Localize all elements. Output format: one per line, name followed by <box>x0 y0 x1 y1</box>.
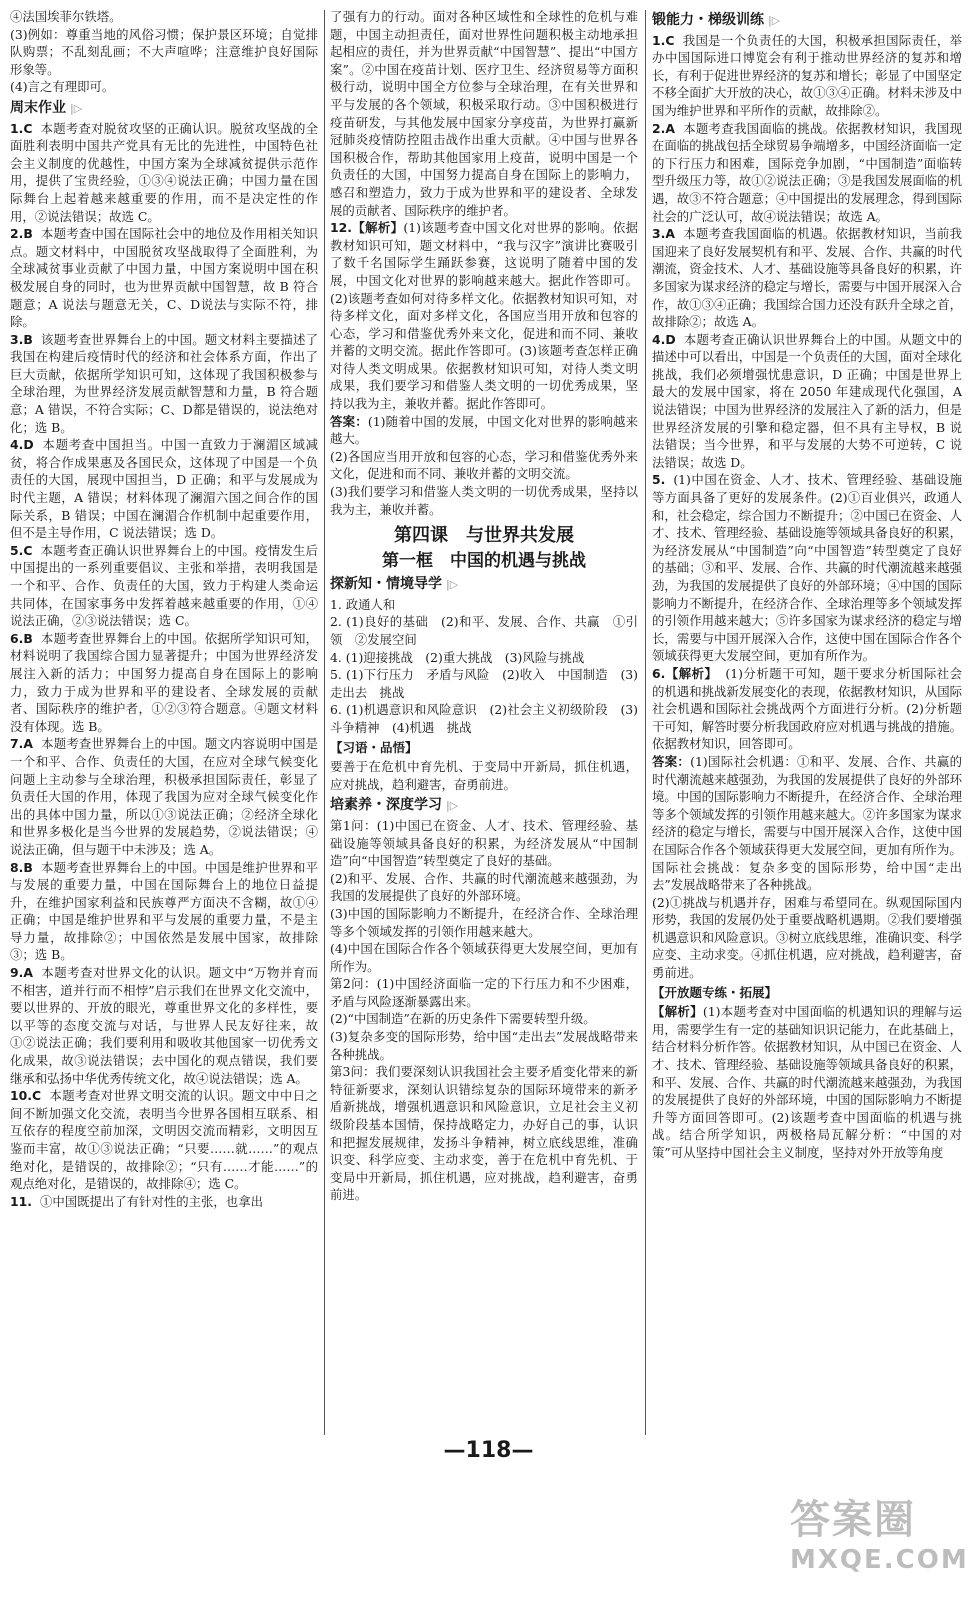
question-item <box>652 331 962 472</box>
explanation-text: 本题考查中国在国际社会中的地位及作用相关知识点。题文材料中，中国脱贫攻坚战取得了全面胜利，为全球减贫事业贡献了中国力量，中国方案说明中国在积极发展自身的同时，也为世界贡献中国智慧，故 B 符合题意；A 说法与题意无关，C、D说法与实际不符，排除。 <box>10 226 318 330</box>
watermark-text: 答案圈 <box>790 1497 916 1543</box>
answer-line: 国际社会挑战：复杂多变的国际形势，给中国“走出去”发展战略带来了各种挑战。 <box>652 859 962 893</box>
list-item: 6. (1)机遇意识和风险意识 (2)社会主义初级阶段 (3)斗争精神 (4)机遇 挑战 <box>330 702 638 735</box>
section-arrow-icon: |▷ <box>446 799 459 813</box>
question-number: 11. <box>10 1193 32 1209</box>
explanation-text: 该题考查世界舞台上的中国。题文材料主要描述了我国在构建后疫情时代的经济和社会体系方面，作出了巨大贡献，依据所学知识可知，这体现了我国积极参与全球治理，为世界经济发展贡献智慧和力量，B 符合题意；A 错误，不符合实际；C、D都是错误的，说法绝对化；选 B。 <box>10 331 318 435</box>
answer-letter: A <box>665 120 675 136</box>
answer-letter: D <box>665 331 676 347</box>
answer-line: (2)各国应当用开放和包容的心态，学习和借鉴优秀外来文化，促进和而不同、兼收并蓄的文明交流。 <box>330 448 638 482</box>
lesson-title: 第四课 与世界共发展 <box>394 525 574 547</box>
xiyu-tag: 【习语・品悟】 <box>330 739 418 755</box>
question-number: 3. <box>652 226 666 242</box>
intro-line: (3)例如：尊重当地的风俗习惯；保护景区环境；自觉排队购票；不乱刻乱画；不大声喧哗；注意维护良好国际形象等。 <box>10 26 318 77</box>
question-item <box>652 225 962 331</box>
paragraph: 第3问：我们要深刻认识我国社会主要矛盾变化带来的新特征新要求，深刻认识错综复杂的国际环境带来的新矛盾新挑战，增强机遇意识和风险意识，立足社会主义初级阶段基本国情，保持战略定力，办好自己的事，认识和把握发展规律，发扬斗争精神，树立底线思维，准确识变、科学应变、主动求变，善于在危机中育先机、于变局中开新局，抓住机遇，应对挑战，趋利避害，奋勇前进。 <box>330 1064 638 1203</box>
section-heading-weekend <box>10 100 318 118</box>
answer-letter: C <box>31 1088 42 1104</box>
answer-line: (2)①挑战与机遇并存，困难与希望同在。纵观国际国内形势，我国的发展仍处于重要战略机遇期。②我们要增强机遇意识和风险意识。③树立底线思维，准确识变、科学应变、主动求变。④抓住机遇，应对挑战，趋利避害，奋勇前进。 <box>652 894 962 981</box>
explanation-text: 本题考查世界舞台上的中国。中国是维护世界和平与发展的重要力量，中国在国际舞台上的地位日益提升，在维护国家利益和民族尊严方面决不含糊，故①④正确；中国是维护世界和平与发展的重要力量，不是主导力量，故排除②；中国依然是发展中国家，故排除③；选 B。 <box>10 859 318 963</box>
analysis-tag: 【解析】 <box>351 220 404 236</box>
explanation-text: 本题考查正确认识世界舞台上的中国。疫情发生后中国提出的一系列重要倡议、主张和举措，表明我国是一个和平、合作、负责任的大国，致力于构建人类命运共同体，在国家事务中发挥着越来越重要的作用，①④说法正确，②③说法错误；选 C。 <box>10 542 318 629</box>
intro-line: ④法国埃菲尔铁塔。 <box>10 9 122 24</box>
lesson-subtitle: 第一框 中国的机遇与挑战 <box>382 551 586 572</box>
answer-letter: B <box>23 226 33 242</box>
question-item <box>10 630 318 736</box>
question-list <box>652 32 962 753</box>
xiyu-text: 要善于在危机中育先机、于变局中开新局，抓住机遇，应对挑战，趋利避害，奋勇前进。 <box>330 759 638 792</box>
answer-letter: 【解析】 <box>665 665 718 681</box>
answer-letter: C <box>23 120 33 136</box>
paragraph: (4)中国在国际合作各个领域获得更大发展空间，更加有所作为。 <box>330 941 638 974</box>
question-number: 1. <box>10 120 24 136</box>
analysis-text: (1)本题考查对中国面临的机遇知识的理解与运用，需要学生有一定的基础知识识记能力，在此基础上，结合材料分析作答。依据教材知识，从中国已在资金、人才、技术、管理经验、基础设施等领域具备良好的积累，和平、发展、合作、共赢的时代潮流越来越强劲，为我国的发展提供了良好的外部环境，中国的国际影响力不断提升等方面回答即可。(2)该题考查中国面临的机遇与挑战。结合所学知识，两极格局瓦解分析：“中国的对策”可从坚持中国社会主义制度，坚持对外开放等角度 <box>652 1004 962 1160</box>
explanation-text: 本题考查我国面临的机遇。依据教材知识，当前我国迎来了良好发展契机有和平、发展、合作、共赢的时代潮流，资金技术、人才、基础设施等具备良好的积累，许多国家为谋求经济的稳定与增长，需要与中国开展深入合作，故①③④正确；我国综合国力还没有跃升全球之首，故排除②；故选 A。 <box>652 226 962 330</box>
section-title: 培素养・深度学习 <box>330 797 442 814</box>
question-item <box>652 471 962 665</box>
explanation-text: 本题考查正确认识世界舞台上的中国。从题文中的描述中可以看出，中国是一个负责任的大国，面对全球化挑战，我们必须增强忧患意识，D 正确；中国是世界上最大的发展中国家，将在 2050 年建成现代化强国，A 说法错误；中国为世界经济的发展注入了新的活力，但是世界经济发展的引擎和稳定器，但不具有主导权，B 说法错误；当今世界，和平与发展的大势不可逆转，C 说法错误；故选 D。 <box>652 331 962 470</box>
section-heading-deep <box>330 797 638 815</box>
explanation-text: 本题考查世界舞台上的中国。依据所学知识可知，材料说明了我国综合国力显著提升；中国为世界经济发展注入新的活力；中国努力提高自身在国际上的影响力，致力于成为世界和平的建设者、全球发展的贡献者、国际秩序的维护者，①②③符合题意。④题文材料没有体现。选 B。 <box>10 630 318 734</box>
section-heading-practice <box>652 12 962 30</box>
explanation-text: 本题考查对世界文化的认识。题文中“万物并育而不相害，道并行而不相悖”启示我们在世界文化交流中，要以世界的、开放的眼光，尊重世界文化的多样性，要以平等的态度交流与对话，与世界人民友好往来，故①②说法正确；我们要利用和吸收其他国家一切优秀文化成果，故③说法错误；去中国化的观点错误，我们要继承和弘扬中华优秀传统文化，故④说法错误；选 A。 <box>10 965 318 1086</box>
question-number: 7. <box>10 736 24 752</box>
list-item: 1. 政通人和 <box>330 596 396 612</box>
paragraph: (2)和平、发展、合作、共赢的时代潮流越来越强劲，为我国的发展提供了良好的外部环境。 <box>330 870 638 904</box>
question-number: 4. <box>652 331 666 347</box>
question-number: 4. <box>10 437 24 453</box>
explanation-text: 本题考查对脱贫攻坚的正确认识。脱贫攻坚战的全面胜利表明中国共产党具有无比的先进性，中国特色社会主义制度的优越性，中国方案为全球减贫提供示范作用，提供了宝贵经验，①③④说法正确；中国力量在国际舞台上起着越来越重要的作用，而不是决定性的作用，②说法错误；故选 C。 <box>10 120 318 224</box>
list-item: 4. (1)迎接挑战 (2)重大挑战 (3)风险与挑战 <box>330 649 585 665</box>
answer-letter: B <box>23 859 33 875</box>
section-heading-explore <box>330 576 638 594</box>
explanation-text: 本题考查我国面临的挑战。依据教材知识，我国现在面临的挑战包括全球贸易争端增多，中国经济面临一定的下行压力和困难，国际竞争加剧，“中国制造”面临转型升级压力等，故①②说法正确；③是我国发展面临的机遇，故③不符合题意；④中国提出的发展理念，得到国际社会的广泛认可，故④说法错误；故选 A。 <box>652 120 962 224</box>
section-arrow-icon: |▷ <box>768 14 781 27</box>
question-item <box>10 1193 318 1211</box>
explanation-text: 本题考查对世界文明交流的认识。题文中中日之间不断加强文化交流，表明当今世界各国相互联系、相互依存的程度空前加深，文明因交流而精彩，文明因互鉴而丰富，故①③说法正确；“只要……就……”的观点绝对化，是错误的，故排除②；“只有……才能……”的观点绝对化，是错误的，故排除④；选 C。 <box>10 1088 318 1192</box>
explanation-text: 本题考查中国担当。中国一直致力于澜湄区域减贫，将合作成果惠及各国民众，这体现了中国是一个负责任的大国，展现中国担当，D 正确；和平与发展成为时代主题，A 错误；材料体现了澜湄六国之间合作的国际关系，B 错误；中国在澜湄合作机制中起重要作用，但不是主导作用，C 说法错误；选 D。 <box>10 437 318 541</box>
section-title: 锻能力・梯级训练 <box>652 12 764 28</box>
answer-line: (3)我们要学习和借鉴人类文明的一切优秀成果，坚持以我为主，兼收并蓄。 <box>330 484 638 517</box>
question-number: 2. <box>652 120 666 136</box>
question-item <box>10 964 318 1087</box>
explanation-text: 我国是一个负责任的大国，积极承担国际责任，举办中国国际进口博览会有利于推动世界经济的复苏和增长，有利于促进世界经济的复苏和增长；彰显了中国坚定不移全面扩大开放的决心，故①③④正确。材料未涉及中国为维护世界和平所作的贡献，故排除②。 <box>652 32 962 118</box>
question-number: 9. <box>10 965 24 981</box>
paragraph: 第1问：(1)中国已在资金、人才、技术、管理经验、基础设施等领域具备良好的积累，为经济发展从“中国制造”向“中国智造”转型奠定了良好的基础。 <box>330 817 638 869</box>
question-number: 1. <box>652 32 666 48</box>
analysis-tag: 【解析】 <box>652 1004 703 1020</box>
page-number: —118— <box>443 1438 534 1463</box>
question-item <box>330 219 638 413</box>
answer-tag: 答案： <box>330 413 368 429</box>
answer-line: (1)国际社会机遇：①和平、发展、合作、共赢的时代潮流越来越强劲，为我国的发展提供了良好的外部环境。中国的国际影响力不断提升，在经济合作、全球治理等多个领域发挥的引领作用越来越大。②许多国家为谋求经济的稳定与增长，需要与中国开展深入合作，这使中国在国际合作各个领域获得更大发展空间，更加有所作为。 <box>652 753 963 857</box>
question-item <box>10 859 318 965</box>
answer-line: (1)随着中国的发展，中国文化对世界的影响越来越大。 <box>330 413 638 447</box>
list-item: 5. (1)下行压力 矛盾与风险 (2)收入 中国制造 (3)走出去 挑战 <box>330 667 638 700</box>
watermark-url: MXQE.COM <box>790 1545 969 1575</box>
question-number: 8. <box>10 859 24 875</box>
question-item <box>652 120 962 226</box>
column-divider <box>324 10 325 1435</box>
column-divider <box>645 10 646 1435</box>
explanation-text: ①中国既提出了有针对性的主张，也拿出 <box>39 1193 263 1209</box>
paragraph: (2)“中国制造”在新的历史条件下需要转型升级。 <box>330 1011 596 1027</box>
explanation-text: (1)分析题干可知，题干要求分析国际社会的机遇和挑战新发展变化的表现，依据教材知识，从国际社会机遇和国际社会挑战两个方面进行分析。(2)分析题干可知，解答时要分析我国政府应对机遇与挑战的措施。依据教材知识，回答即可。 <box>652 665 962 752</box>
analysis-text: (1)该题考查中国文化对世界的影响。依据教材知识可知，题文材料中，“我与汉字”演讲比赛吸引了数千名国际学生踊跃参赛，这说明了随着中国的发展，中国文化对世界的影响越来越大。据此作答即可。(2)该题考查如何对待多样文化。依据教材知识可知，对待多样文化，面对多样文化，各国应当用开放和包容的心态，学习和借鉴优秀外来文化，促进和而不同、兼收并蓄的文明交流。据此作答即可。(3)该题考查怎样正确对待人类文明成果。依据教材知识可知，对待人类文明成果，我们要学习和借鉴人类文明的一切优秀成果，坚持以我为主，兼收并蓄。据此作答即可。 <box>330 220 638 412</box>
question-item <box>652 665 962 753</box>
section-title: 周末作业 <box>10 99 66 116</box>
question-item <box>10 1087 318 1193</box>
intro-line: (4)言之有理即可。 <box>10 79 115 95</box>
question-number: 3. <box>10 331 24 347</box>
question-number: 6. <box>10 630 24 646</box>
answer-letter: A <box>23 736 33 752</box>
open-question-tag: 【开放题专练・拓展】 <box>652 984 778 1000</box>
column-right <box>652 8 962 1162</box>
answer-letter: B <box>23 630 33 646</box>
question-item <box>10 542 318 630</box>
paragraph: (3)中国的国际影响力不断提升，在经济合作、全球治理等多个领域发挥的引领作用越来越大。 <box>330 905 638 939</box>
explanation-text: (1)中国在资金、人才、技术、管理经验、基础设施等方面具备了更好的发展条件。(2)①百业俱兴，政通人和，社会稳定，综合国力不断提升；②中国已在资金、人才、技术、管理经验、基础设施等领域具备良好的积累，为经济发展从“中国制造”向“中国智造”转型奠定了良好的基础；③和平、发展、合作、共赢的时代潮流越来越强劲，为我国的发展提供了良好的外部环境；④中国的国际影响力不断提升，在经济合作、全球治理等多个领域发挥的引领作用越来越大；⑤许多国家为谋求经济的稳定与增长，需要与中国开展深入合作，这使中国在国际合作各个领域获得更大发展空间，更加有所作为。 <box>652 472 962 664</box>
question-number: 5. <box>10 542 24 558</box>
question-list <box>10 120 318 1211</box>
answer-letter: A <box>665 226 675 242</box>
paragraph: 第2问：(1)中国经济面临一定的下行压力和不少困难，矛盾与风险逐渐暴露出来。 <box>330 976 638 1009</box>
question-item <box>652 32 962 120</box>
paragraph: (3)复杂多变的国际形势，给中国“走出去”发展战略带来各种挑战。 <box>330 1029 638 1062</box>
column-left <box>10 8 318 1210</box>
watermark-logo <box>790 1495 969 1585</box>
section-arrow-icon: |▷ <box>70 101 83 115</box>
question-number: 12. <box>330 220 352 236</box>
answer-letter: D <box>23 437 34 453</box>
answer-letter: C <box>23 542 33 558</box>
section-arrow-icon: |▷ <box>446 578 459 592</box>
continued-text: 了强有力的行动。面对各种区域性和全球性的危机与难题，中国主动担责任，面对世界性问题积极主动地承担起相应的责任，并为世界贡献“中国智慧”、提出“中国方案”。②中国在疫苗计划、医疗卫生、经济贸易等方面积极行动，说明中国全方位参与全球治理，在有关世界和平与发展的各个领域，积极采取行动。③中国积极进行疫苗研发，与其他发展中国家分享疫苗，为世界打赢新冠肺炎疫情防控阻击战作出重大贡献。④中国与世界各国积极合作，帮助其他国家用上疫苗，说明中国是一个负责任的大国，中国努力提高自身在国际上的影响力，感召和塑造力，致力于成为世界和平的建设者、全球发展的贡献者、国际秩序的维护者。 <box>330 9 638 218</box>
answer-tag: 答案： <box>652 753 691 769</box>
list-item: 2. (1)良好的基础 (2)和平、发展、合作、共赢 ①引领 ②发展空间 <box>330 614 638 647</box>
answer-letter: A <box>23 965 33 981</box>
question-number: 5. <box>652 472 666 488</box>
question-item <box>10 225 318 331</box>
question-number: 2. <box>10 226 24 242</box>
question-number: 6. <box>652 665 666 681</box>
answer-letter: B <box>23 331 33 347</box>
question-item <box>10 436 318 542</box>
answer-letter: C <box>665 32 675 48</box>
explanation-text: 本题考查世界舞台上的中国。题文内容说明中国是一个和平、合作、负责任的大国，在应对全球气候变化问题上主动参与全球治理，积极承担国际责任，彰显了负责任大国的作用，体现了我国为应对全球气候变化作出的具体中国力量，所以①③说法正确；②经济全球化和世界多极化是当今世界的发展趋势，②说法错误；④说法正确，但与题干中未涉及；选 A。 <box>10 736 318 857</box>
question-number: 10. <box>10 1088 32 1104</box>
question-item <box>10 331 318 437</box>
column-middle <box>330 8 638 1204</box>
question-item <box>10 735 318 858</box>
question-item <box>10 120 318 226</box>
section-title: 探新知・情境导学 <box>330 576 442 593</box>
